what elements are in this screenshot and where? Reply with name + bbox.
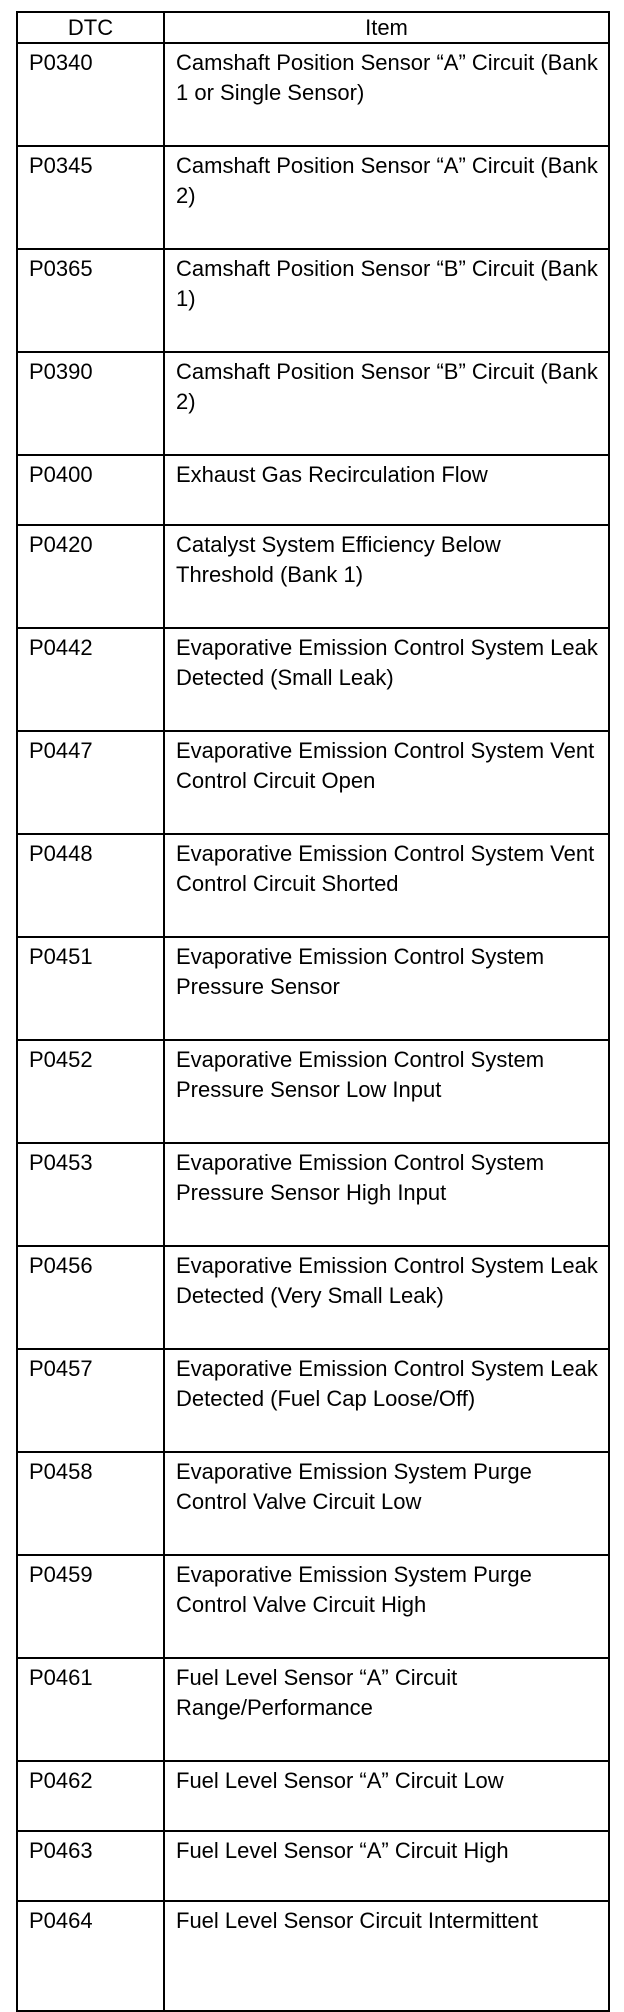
table-row xyxy=(17,1452,609,1555)
table-row xyxy=(17,525,609,628)
dtc-code: P0452 xyxy=(17,1040,164,1143)
dtc-item: Evaporative Emission Control System Leak Detected (Very Small Leak) xyxy=(164,1246,609,1349)
table-row xyxy=(17,1040,609,1143)
dtc-code: P0447 xyxy=(17,731,164,834)
dtc-item: Evaporative Emission Control System Vent Control Circuit Shorted xyxy=(164,834,609,937)
dtc-item: Camshaft Position Sensor “A” Circuit (Bank 2) xyxy=(164,146,609,249)
table-row xyxy=(17,43,609,146)
dtc-item: Camshaft Position Sensor “B” Circuit (Bank 1) xyxy=(164,249,609,352)
dtc-item: Evaporative Emission Control System Pressure Sensor High Input xyxy=(164,1143,609,1246)
table-row xyxy=(17,455,609,525)
dtc-code: P0442 xyxy=(17,628,164,731)
table-row xyxy=(17,628,609,731)
dtc-item: Fuel Level Sensor “A” Circuit Low xyxy=(164,1761,609,1831)
dtc-item: Evaporative Emission Control System Pressure Sensor xyxy=(164,937,609,1040)
dtc-code: P0456 xyxy=(17,1246,164,1349)
dtc-table xyxy=(16,11,610,2012)
table-row xyxy=(17,1246,609,1349)
dtc-item: Evaporative Emission System Purge Control Valve Circuit High xyxy=(164,1555,609,1658)
dtc-code: P0464 xyxy=(17,1901,164,2011)
table-row xyxy=(17,1831,609,1901)
table-row xyxy=(17,1761,609,1831)
dtc-code: P0340 xyxy=(17,43,164,146)
dtc-item: Exhaust Gas Recirculation Flow xyxy=(164,455,609,525)
table-row xyxy=(17,1658,609,1761)
dtc-code: P0462 xyxy=(17,1761,164,1831)
dtc-item: Camshaft Position Sensor “A” Circuit (Bank 1 or Single Sensor) xyxy=(164,43,609,146)
dtc-code: P0457 xyxy=(17,1349,164,1452)
dtc-item: Evaporative Emission Control System Leak Detected (Small Leak) xyxy=(164,628,609,731)
dtc-code: P0463 xyxy=(17,1831,164,1901)
dtc-item: Evaporative Emission System Purge Control Valve Circuit Low xyxy=(164,1452,609,1555)
dtc-code: P0453 xyxy=(17,1143,164,1246)
table-row xyxy=(17,1901,609,2011)
table-row xyxy=(17,146,609,249)
table-row xyxy=(17,352,609,455)
column-header-dtc: DTC xyxy=(17,12,164,43)
table-row xyxy=(17,937,609,1040)
table-header-row xyxy=(17,12,609,43)
table-row xyxy=(17,1143,609,1246)
column-header-item: Item xyxy=(164,12,609,43)
dtc-code: P0390 xyxy=(17,352,164,455)
table-row xyxy=(17,731,609,834)
dtc-item: Catalyst System Efficiency Below Threshold (Bank 1) xyxy=(164,525,609,628)
dtc-item: Evaporative Emission Control System Leak Detected (Fuel Cap Loose/Off) xyxy=(164,1349,609,1452)
dtc-code: P0448 xyxy=(17,834,164,937)
table-row xyxy=(17,1555,609,1658)
dtc-item: Fuel Level Sensor “A” Circuit High xyxy=(164,1831,609,1901)
dtc-item: Camshaft Position Sensor “B” Circuit (Bank 2) xyxy=(164,352,609,455)
dtc-code: P0451 xyxy=(17,937,164,1040)
dtc-item: Evaporative Emission Control System Pressure Sensor Low Input xyxy=(164,1040,609,1143)
dtc-code: P0420 xyxy=(17,525,164,628)
dtc-code: P0345 xyxy=(17,146,164,249)
dtc-code: P0461 xyxy=(17,1658,164,1761)
dtc-code: P0365 xyxy=(17,249,164,352)
dtc-code: P0458 xyxy=(17,1452,164,1555)
table-row xyxy=(17,834,609,937)
dtc-code: P0400 xyxy=(17,455,164,525)
dtc-item: Evaporative Emission Control System Vent Control Circuit Open xyxy=(164,731,609,834)
table-row xyxy=(17,1349,609,1452)
dtc-code: P0459 xyxy=(17,1555,164,1658)
dtc-item: Fuel Level Sensor “A” Circuit Range/Performance xyxy=(164,1658,609,1761)
dtc-item: Fuel Level Sensor Circuit Intermittent xyxy=(164,1901,609,2011)
table-row xyxy=(17,249,609,352)
